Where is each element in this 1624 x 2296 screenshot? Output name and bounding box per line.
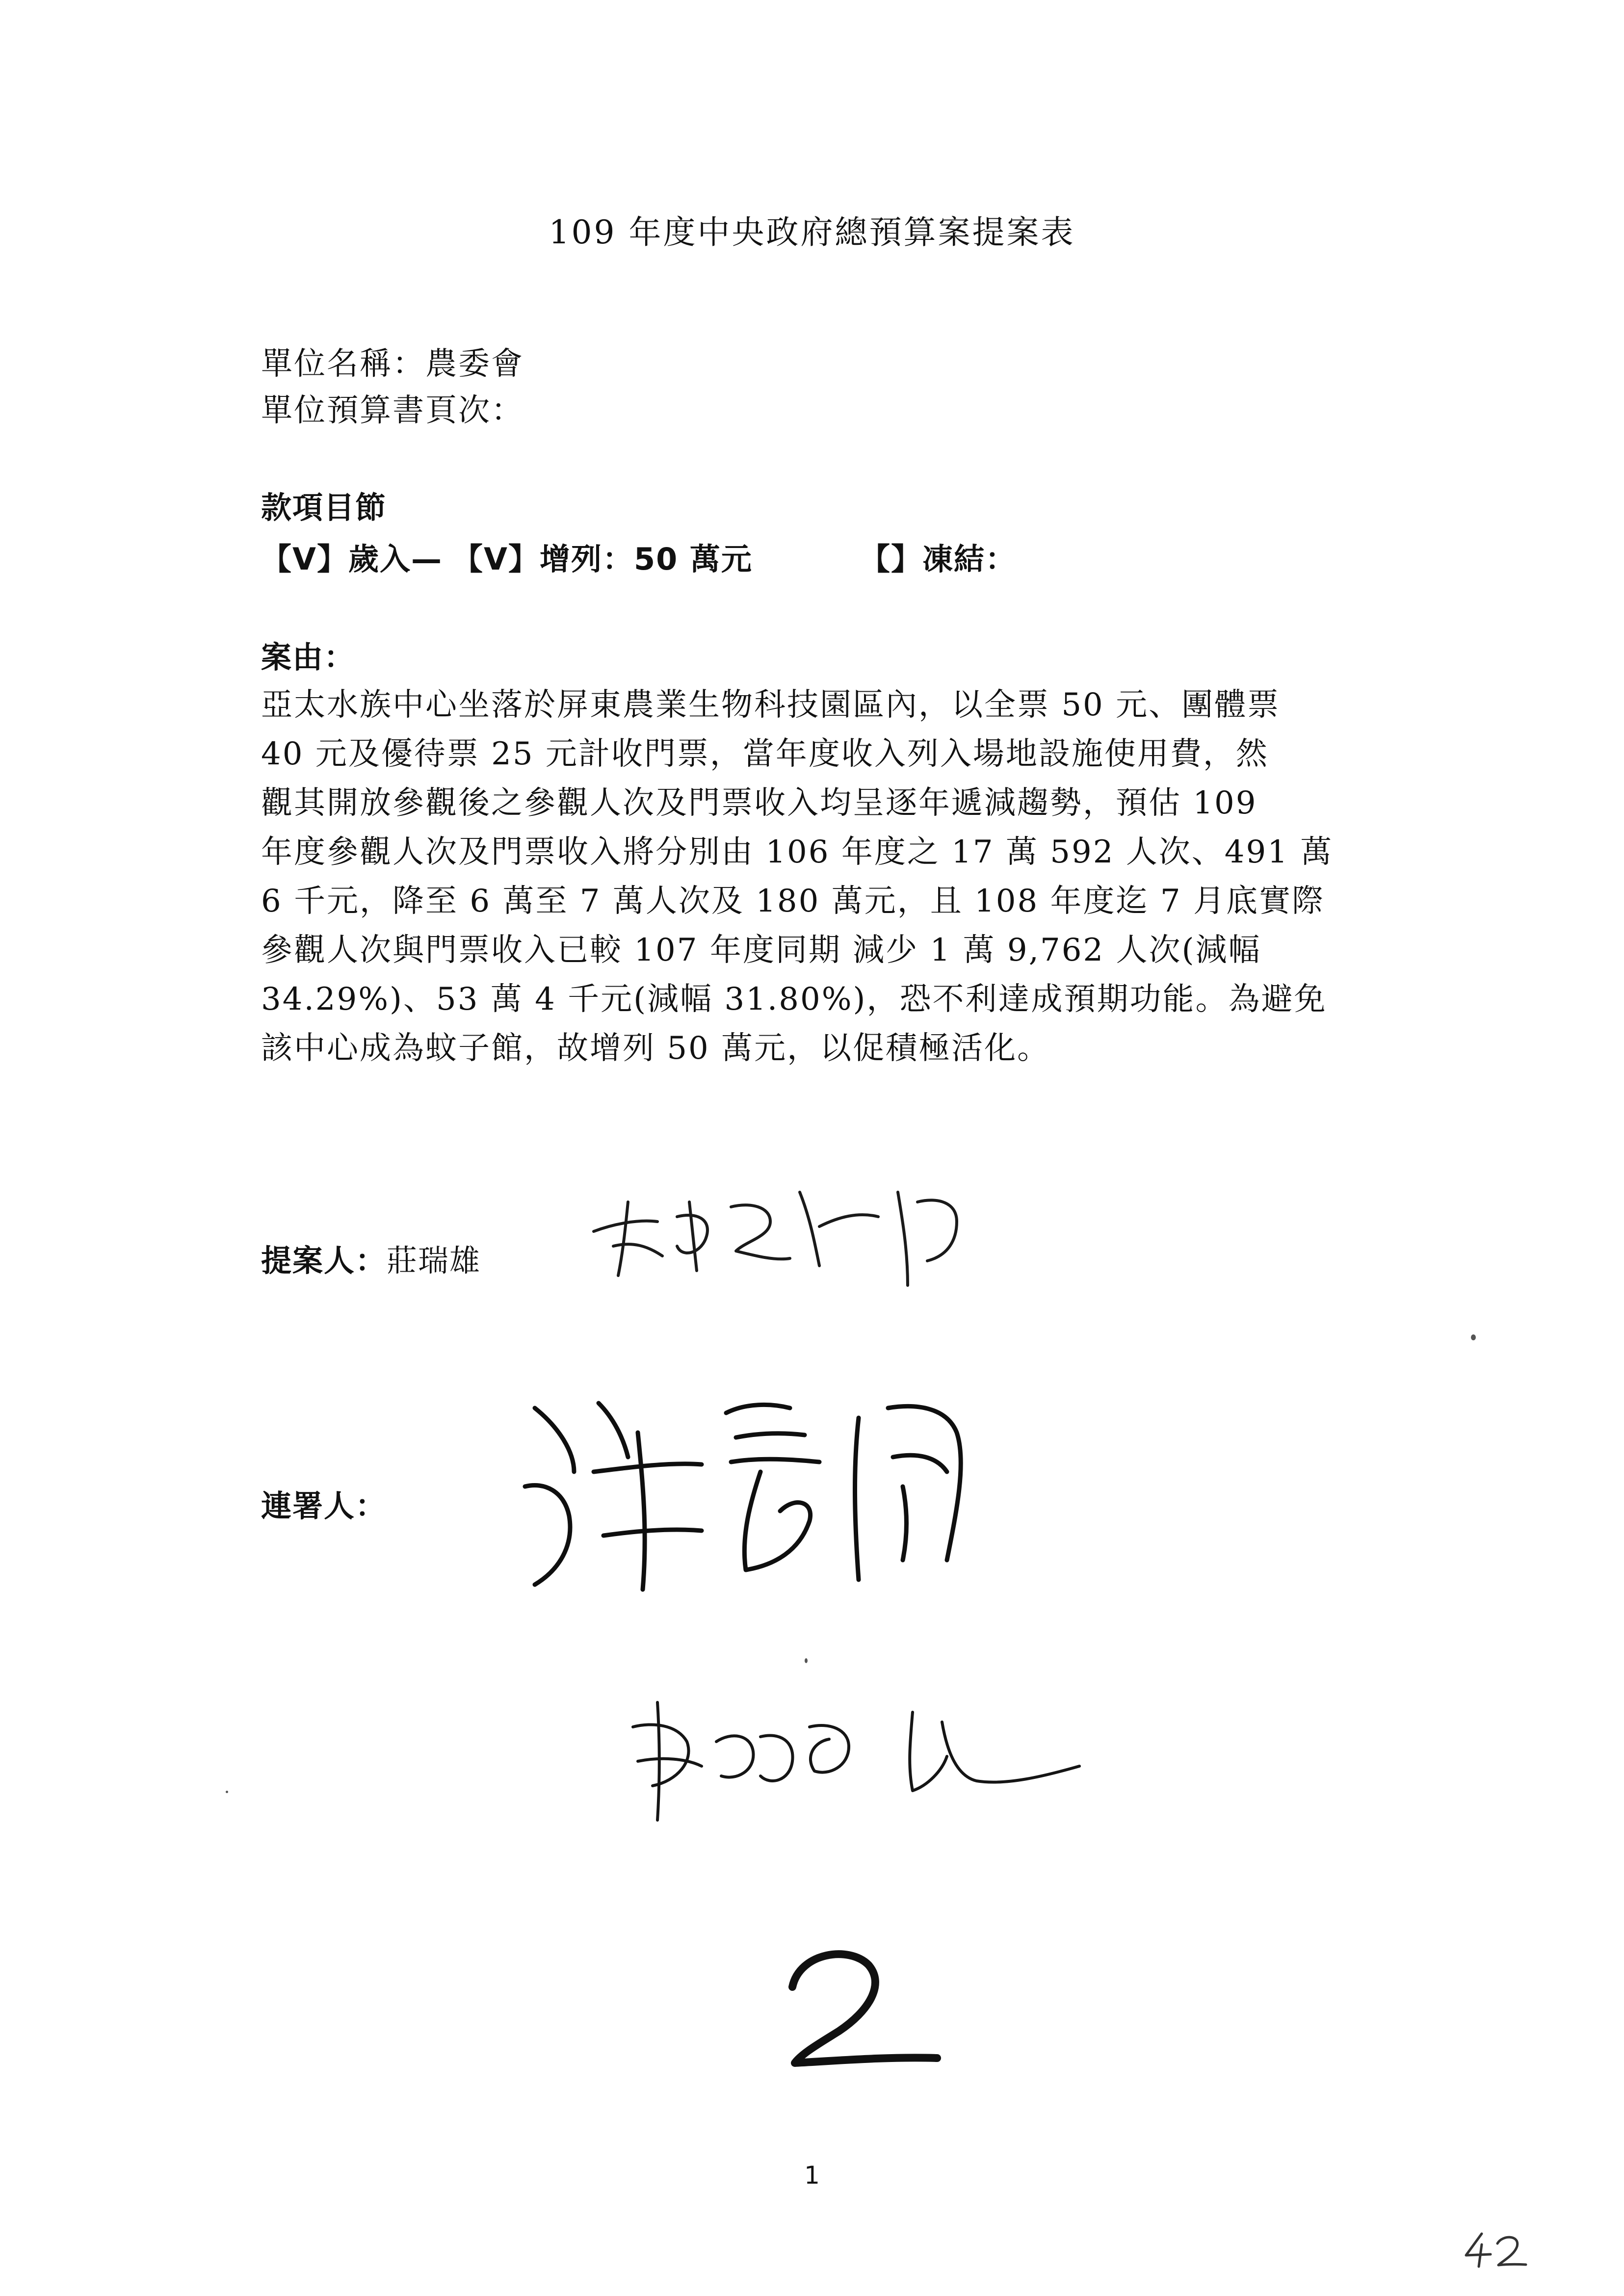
- document-title: 109 年度中央政府總預算案提案表: [549, 213, 1075, 251]
- reason-line: 6 千元，降至 6 萬至 7 萬人次及 180 萬元，且 108 年度迄 7 月底實際: [261, 883, 1325, 919]
- reason-line: 該中心成為蚊子館，故增列 50 萬元，以促積極活化。: [261, 1030, 1050, 1067]
- reason-line: 參觀人次與門票收入已較 107 年度同期 減少 1 萬 9,762 人次(減幅: [261, 932, 1261, 968]
- scan-speck: [226, 1791, 228, 1793]
- handwritten-page-mark: [1462, 2230, 1531, 2269]
- handwritten-number: [780, 1943, 947, 2070]
- freeze-option: 【】凍結：: [860, 541, 1017, 577]
- proposer-label: 提案人：: [261, 1243, 387, 1278]
- reason-line: 年度參觀人次及門票收入將分別由 106 年度之 17 萬 592 人次、491 萬: [261, 834, 1334, 870]
- reason-label: 案由：: [261, 639, 356, 675]
- unit-name: 單位名稱：農委會: [261, 346, 524, 382]
- cosigner-signature-2: [623, 1683, 1089, 1830]
- section-heading: 款項目節: [261, 490, 387, 525]
- reason-line: 40 元及優待票 25 元計收門票，當年度收入列入場地設施使用費，然: [261, 736, 1269, 772]
- scan-speck: [1471, 1334, 1476, 1340]
- reason-line: 觀其開放參觀後之參觀人次及門票收入均呈逐年遞減趨勢，預估 109: [261, 785, 1257, 821]
- proposer-name: 莊瑞雄: [387, 1243, 481, 1278]
- revenue-option: 【V】歲入—: [261, 541, 443, 577]
- increase-option: 【V】增列：50 萬元: [452, 541, 753, 577]
- reason-line: 亞太水族中心坐落於屏東農業生物科技園區內，以全票 50 元、團體票: [261, 687, 1281, 723]
- cosigner-signature-1: [515, 1374, 1030, 1619]
- proposer-signature: [584, 1173, 1001, 1300]
- proposer-field: [261, 1236, 481, 1280]
- budget-options-row: [261, 535, 1095, 577]
- scan-speck: [805, 1658, 808, 1663]
- reason-line: 34.29%)、53 萬 4 千元(減幅 31.80%)，恐不利達成預期功能。為避免: [261, 981, 1327, 1018]
- unit-budget-page: 單位預算書頁次：: [261, 392, 524, 429]
- cosigner-label: 連署人：: [261, 1488, 387, 1524]
- page-number: 1: [804, 2161, 820, 2190]
